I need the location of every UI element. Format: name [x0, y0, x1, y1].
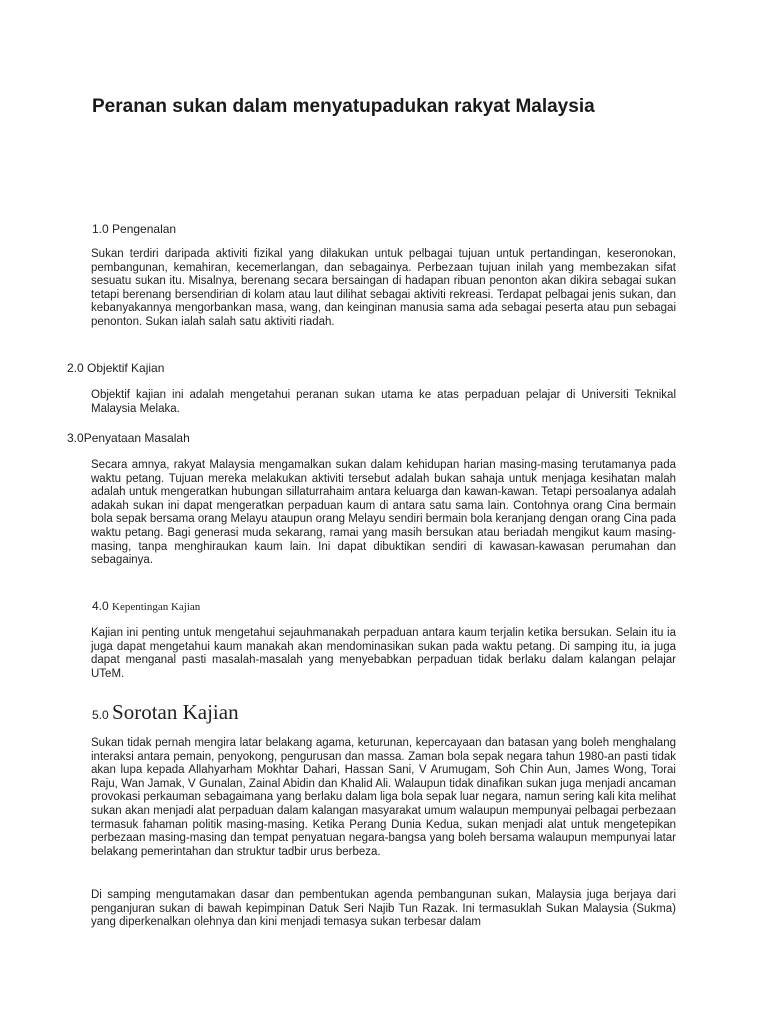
- section-number: 2.0: [67, 361, 84, 375]
- section-heading-objektif: [67, 361, 164, 375]
- paragraph-objektif: Objektif kajian ini adalah mengetahui peranan sukan utama ke atas perpaduan pelajar di Universiti Teknikal Malaysia Melaka.: [91, 389, 676, 415]
- section-heading-kepentingan: [92, 599, 200, 614]
- section-heading-sorotan: [92, 700, 239, 727]
- paragraph-sorotan-2: Di samping mengutamakan dasar dan pembentukan agenda pembangunan sukan, Malaysia juga berjaya dari penganjuran sukan di bawah kepimpinan Datuk Seri Najib Tun Razak. Ini termasuklah Sukan Malaysia (Sukma) yang diperkenalkan olehnya dan kini menjadi temasya sukan terbesar dalam: [91, 889, 676, 929]
- section-title: Objektif Kajian: [87, 361, 165, 375]
- section-title: Pengenalan: [112, 222, 177, 236]
- paragraph-sorotan-1: Sukan tidak pernah mengira latar belakang agama, keturunan, kepercayaan dan batasan yang boleh menghalang interaksi antara pemain, penyokong, pengurusan dan massa. Zaman bola sepak negara tahun 1980-an pasti tidak akan lupa kepada Allahyarham Mokhtar Dahari, Hassan Sani, V Arumugam, Soh Chin Aun, James Wong, Torai Raju, Wan Jamak, V Gunalan, Zainal Abidin dan Khalid Ali. Walaupun tidak dinafikan sukan juga menjadi ancaman provokasi perkauman sebagaimana yang berlaku dalam liga bola sepak luar negara, namun sering kali kita melihat sukan akan menjadi alat perpaduan dalam kalangan masyarakat umum walaupun mempunyai pelbagai perbezaan termasuk fahaman politik masing-masing. Ketika Perang Dunia Kedua, sukan menjadi alat untuk mengetepikan perbezaan masing-masing dan tempat penyatuan negara-bangsa yang boleh bersama walaupun mempunyai latar belakang pemerintahan dan struktur tadbir urus berbeza.: [91, 737, 676, 858]
- section-title: Penyataan Masalah: [83, 431, 190, 445]
- paragraph-pengenalan: Sukan terdiri daripada aktiviti fizikal yang dilakukan untuk pelbagai tujuan untuk pertandingan, keseronokan, pembangunan, kemahiran, kecemerlangan, dan sebagainya. Perbezaan tujuan inilah yang membezakan sifat sesuatu sukan itu. Misalnya, berenang secara bersaingan di hadapan ribuan penonton akan dikira sebagai sukan tetapi berenang bersendirian di kolam atau laut dilihat sebagai aktiviti rekreasi. Terdapat pelbagai jenis sukan, dan kebanyakannya mengorbankan masa, wang, dan keinginan manusia sama ada sebagai peserta atau pun sebagai penonton. Sukan ialah salah satu aktiviti riadah.: [91, 248, 676, 328]
- paragraph-kepentingan: Kajian ini penting untuk mengetahui sejauhmanakah perpaduan antara kaum terjalin ketika bersukan. Selain itu ia juga dapat mengetahui kaum manakah akan mendominasikan sukan pada waktu petang. Di samping itu, ia juga dapat menganal pasti masalah-masalah yang menyebabkan perpaduan tidak berlaku dalam kalangan pelajar UTeM.: [91, 627, 676, 680]
- page-title: Peranan sukan dalam menyatupadukan rakyat Malaysia: [92, 96, 595, 117]
- section-title: Kepentingan Kajian: [112, 601, 201, 613]
- section-number: 3.0: [67, 431, 84, 445]
- section-number: 5.0: [92, 708, 109, 722]
- section-number: 1.0: [92, 222, 109, 236]
- section-heading-pengenalan: [92, 222, 176, 236]
- section-number: 4.0: [92, 599, 109, 613]
- section-heading-penyataan-masalah: [67, 431, 190, 445]
- section-title: Sorotan Kajian: [112, 700, 239, 724]
- paragraph-penyataan-masalah: Secara amnya, rakyat Malaysia mengamalkan sukan dalam kehidupan harian masing-masing terutamanya pada waktu petang. Tujuan mereka melakukan aktiviti tersebut adalah bukan sahaja untuk menjaga kesihatan malah adalah untuk mengeratkan hubungan sillaturrahaim antara keluarga dan kawan-kawan. Tetapi persoalanya adalah adakah sukan ini dapat mengeratkan perpaduan kaum di antara satu sama lain. Contohnya orang Cina bermain bola sepak bersama orang Melayu ataupun orang Melayu sendiri bermain bola keranjang dengan orang Cina pada waktu petang. Bagi generasi muda sekarang, ramai yang masih bersukan atau beriadah mengikut kaum masing-masing, tanpa menghiraukan kaum lain. Ini dapat dibuktikan sendiri di kawasan-kawasan perumahan dan sebagainya.: [91, 459, 676, 567]
